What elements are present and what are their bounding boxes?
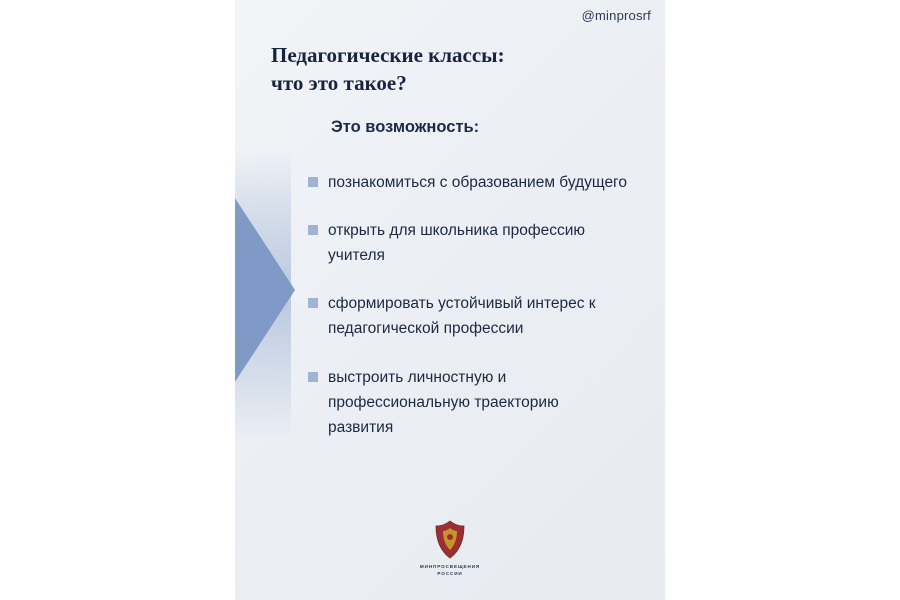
list-item xyxy=(308,170,648,195)
square-bullet-icon xyxy=(308,372,318,382)
page-title-line-2: что это такое? xyxy=(271,70,407,95)
list-item-label: открыть для школьника профессию учителя xyxy=(328,222,586,265)
square-bullet-icon xyxy=(308,298,318,308)
list-item xyxy=(308,291,648,341)
square-bullet-icon xyxy=(308,177,318,187)
list-item xyxy=(308,218,648,268)
page-title xyxy=(271,42,611,97)
social-handle: @minprosrf xyxy=(581,8,651,23)
infographic-slide xyxy=(235,0,665,600)
list-item-label: познакомиться с образованием будущего xyxy=(328,174,627,191)
square-bullet-icon xyxy=(308,225,318,235)
ministry-name-line-2: РОССИИ xyxy=(437,571,463,577)
chevron-arrow-icon xyxy=(235,195,295,385)
ministry-name-line-1: МИНПРОСВЕЩЕНИЯ xyxy=(419,564,481,570)
list-item xyxy=(308,365,648,440)
section-subtitle: Это возможность: xyxy=(331,118,480,136)
list-item-label: выстроить личностную и профессиональную траекторию развития xyxy=(328,368,559,436)
double-headed-eagle-emblem-icon xyxy=(433,520,467,560)
page-title-line-1: Педагогические классы: xyxy=(271,43,505,67)
list-item-label: сформировать устойчивый интерес к педагогической профессии xyxy=(328,295,596,338)
ministry-logo xyxy=(235,520,665,578)
benefits-list xyxy=(308,170,648,463)
